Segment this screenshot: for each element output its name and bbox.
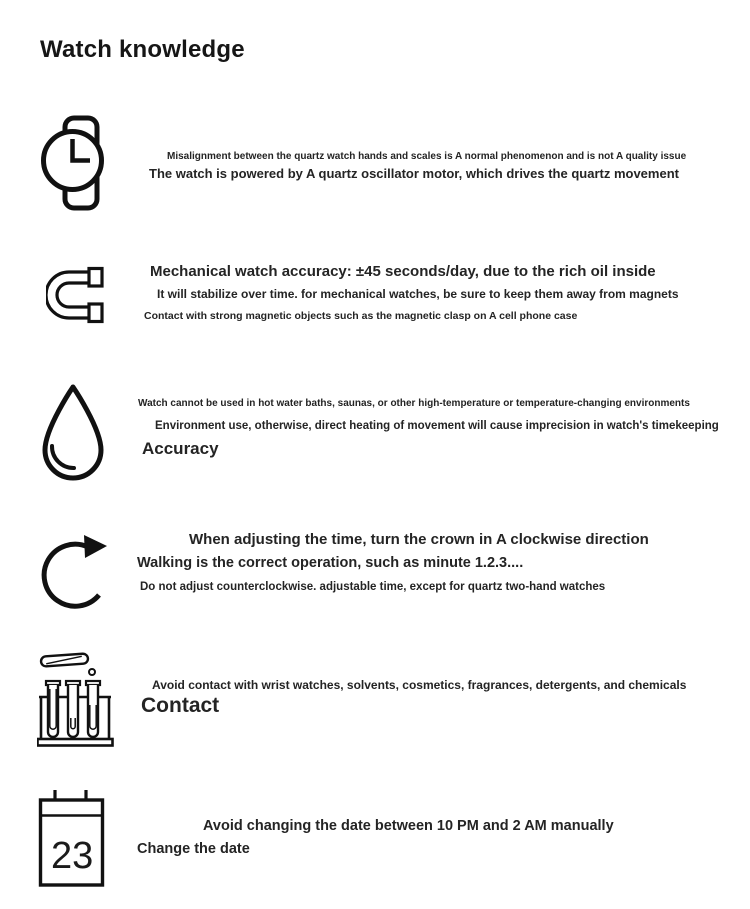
adjust-main-line: When adjusting the time, turn the crown in A clockwise direction <box>189 531 649 548</box>
date-sub-line: Change the date <box>137 841 250 857</box>
page-title: Watch knowledge <box>40 36 245 63</box>
magnet-main-line: Mechanical watch accuracy: ±45 seconds/day, due to the rich oil inside <box>150 263 656 280</box>
calendar-day-number: 23 <box>51 835 94 877</box>
date-main-line: Avoid changing the date between 10 PM and 2 AM manually <box>203 818 614 834</box>
calendar-icon <box>38 788 106 888</box>
temperature-note-line: Watch cannot be used in hot water baths, saunas, or other high-temperature or temperature-changing environments <box>138 398 690 409</box>
magnet-icon <box>46 266 104 324</box>
quartz-note-line: Misalignment between the quartz watch hands and scales is A normal phenomenon and is not A quality issue <box>167 151 687 162</box>
quartz-main-line: The watch is powered by A quartz oscillator motor, which drives the quartz movement <box>149 166 679 181</box>
magnet-note-line: Contact with strong magnetic objects such as the magnetic clasp on A cell phone case <box>144 310 578 322</box>
adjust-sub-line: Walking is the correct operation, such as minute 1.2.3.... <box>137 555 524 571</box>
magnet-sub-line: It will stabilize over time. for mechanical watches, be sure to keep them away from magnets <box>157 287 679 301</box>
contact-heading: Contact <box>141 694 220 717</box>
accuracy-heading: Accuracy <box>142 439 219 458</box>
test-tubes-icon <box>37 648 115 748</box>
temperature-sub-line: Environment use, otherwise, direct heating of movement will cause imprecision in watch's timekeeping <box>155 420 719 432</box>
adjust-note-line: Do not adjust counterclockwise. adjustable time, except for quartz two-hand watches <box>140 581 606 593</box>
water-drop-icon <box>41 384 105 482</box>
contact-main-line: Avoid contact with wrist watches, solvents, cosmetics, fragrances, detergents, and chemicals <box>152 678 687 692</box>
wristwatch-icon <box>40 112 104 212</box>
clockwise-arrow-icon <box>40 528 110 614</box>
